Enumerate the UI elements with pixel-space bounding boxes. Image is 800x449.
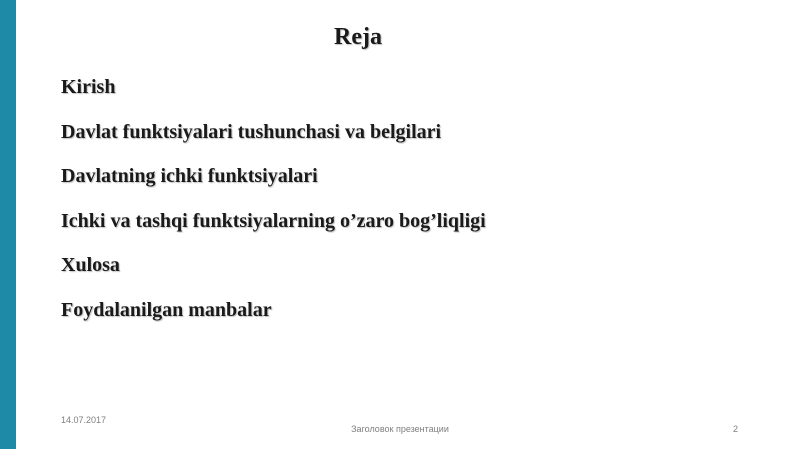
page-number: 2 (733, 424, 739, 434)
agenda-item: Kirish (61, 76, 116, 98)
agenda-item: Ichki va tashqi funktsiyalarning o’zaro bog’liqligi (61, 209, 486, 232)
agenda-item: Xulosa (61, 254, 120, 276)
agenda-item: Foydalanilgan manbalar (61, 298, 272, 321)
slide-title: Reja (334, 24, 382, 50)
footer-title: Заголовок презентации (351, 424, 449, 434)
agenda-item: Davlat funktsiyalari tushunchasi va belgilari (61, 120, 442, 143)
accent-bar (0, 0, 16, 449)
footer-date: 14.07.2017 (61, 415, 107, 425)
agenda-list (61, 74, 486, 341)
agenda-item: Davlatning ichki funktsiyalari (61, 165, 318, 187)
